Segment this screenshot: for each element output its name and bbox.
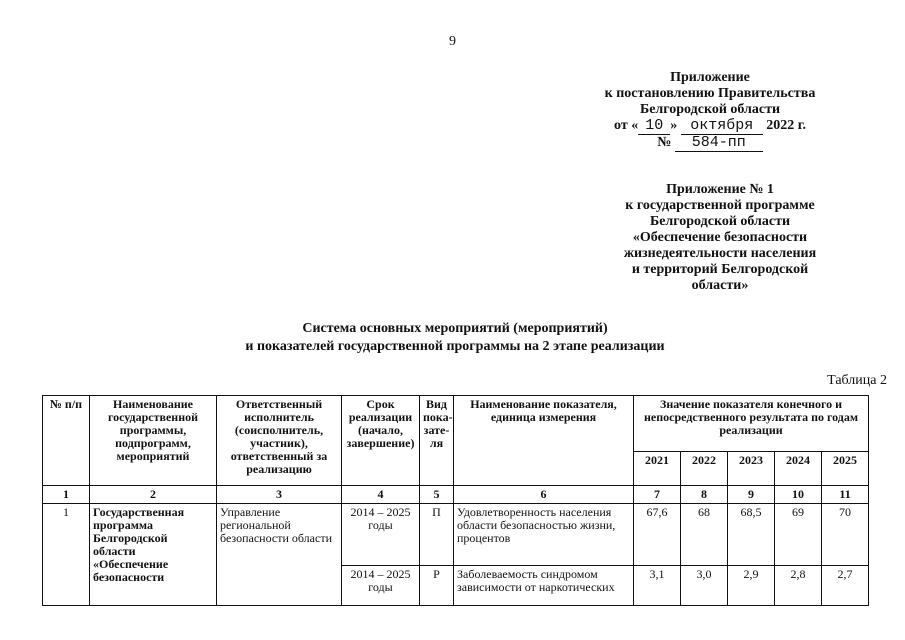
header-num: № п/п xyxy=(43,396,90,486)
value-2025: 70 xyxy=(822,504,869,566)
value-2022: 68 xyxy=(681,504,728,566)
program-name: Государственная программа Белгородской области «Обеспечение безопасности xyxy=(90,504,217,606)
header-year: 2023 xyxy=(728,452,775,486)
indicator-type: Р xyxy=(420,566,454,606)
date-month: октября xyxy=(681,118,763,135)
column-number: 1 xyxy=(43,486,90,504)
date-prefix: от « xyxy=(614,118,639,133)
date-day: 10 xyxy=(638,118,670,135)
appendix2-block xyxy=(600,182,840,294)
date-mid: » xyxy=(670,118,678,133)
appendix-title: Приложение xyxy=(670,70,750,85)
header-type: Вид пока-зате-ля xyxy=(420,396,454,486)
value-2022: 3,0 xyxy=(681,566,728,606)
appendix-number xyxy=(560,135,860,152)
value-2024: 2,8 xyxy=(775,566,822,606)
header-name: Наименование государственной программы, подпрограмм, мероприятий xyxy=(90,396,217,486)
value-2024: 69 xyxy=(775,504,822,566)
header-year: 2021 xyxy=(634,452,681,486)
appendix2-line: «Обеспечение безопасности xyxy=(632,230,808,245)
appendix2-line: к государственной программе xyxy=(625,198,815,213)
date-year: 2022 г. xyxy=(766,118,806,133)
appendix2-line: и территорий Белгородской xyxy=(631,262,809,277)
appendix2-line: области» xyxy=(691,278,749,293)
document-title-line2: и показателей государственной программы на 2 этапе реализации xyxy=(245,339,665,354)
value-2025: 2,7 xyxy=(822,566,869,606)
column-number: 5 xyxy=(420,486,454,504)
indicator-name: Удовлетворенность населения области безопасностью жизни, процентов xyxy=(454,504,634,566)
column-number: 8 xyxy=(681,486,728,504)
column-number: 7 xyxy=(634,486,681,504)
value-2023: 68,5 xyxy=(728,504,775,566)
column-number: 2 xyxy=(90,486,217,504)
column-numbers-row xyxy=(43,486,869,504)
appendix2-line: жизнедеятельности населения xyxy=(623,246,817,261)
decree-number: 584-пп xyxy=(675,135,763,152)
page-number: 9 xyxy=(449,34,456,49)
appendix-line2: Белгородской области xyxy=(639,102,781,117)
header-indicator: Наименование показателя, единица измерения xyxy=(454,396,634,486)
executor: Управление региональной безопасности области xyxy=(217,504,342,606)
document-title xyxy=(180,320,730,356)
appendix2-line: Приложение № 1 xyxy=(666,182,774,197)
column-number: 11 xyxy=(822,486,869,504)
header-period: Срок реализации (начало, завершение) xyxy=(342,396,420,486)
column-number: 6 xyxy=(454,486,634,504)
column-number: 10 xyxy=(775,486,822,504)
value-2021: 67,6 xyxy=(634,504,681,566)
row-number: 1 xyxy=(43,504,90,606)
header-year: 2024 xyxy=(775,452,822,486)
indicator-name: Заболеваемость синдромом зависимости от наркотических xyxy=(454,566,634,606)
value-2023: 2,9 xyxy=(728,566,775,606)
period: 2014 – 2025 годы xyxy=(342,504,420,566)
number-prefix: № xyxy=(657,135,672,150)
header-executor: Ответственный исполнитель (соисполнитель, участник), ответственный за реализацию xyxy=(217,396,342,486)
table-row xyxy=(43,504,869,566)
appendix2-line: Белгородской области xyxy=(649,214,791,229)
header-year: 2025 xyxy=(822,452,869,486)
column-number: 3 xyxy=(217,486,342,504)
appendix-line1: к постановлению Правительства xyxy=(604,86,816,101)
indicator-type: П xyxy=(420,504,454,566)
appendix-date xyxy=(560,118,860,135)
document-title-line1: Система основных мероприятий (мероприятий) xyxy=(302,321,608,336)
header-year: 2022 xyxy=(681,452,728,486)
appendix-block xyxy=(560,70,860,152)
column-number: 4 xyxy=(342,486,420,504)
period: 2014 – 2025 годы xyxy=(342,566,420,606)
column-number: 9 xyxy=(728,486,775,504)
header-values: Значение показателя конечного и непосредственного результата по годам реализации xyxy=(634,396,869,452)
measures-table xyxy=(42,395,869,606)
table-label: Таблица 2 xyxy=(827,373,887,388)
value-2021: 3,1 xyxy=(634,566,681,606)
